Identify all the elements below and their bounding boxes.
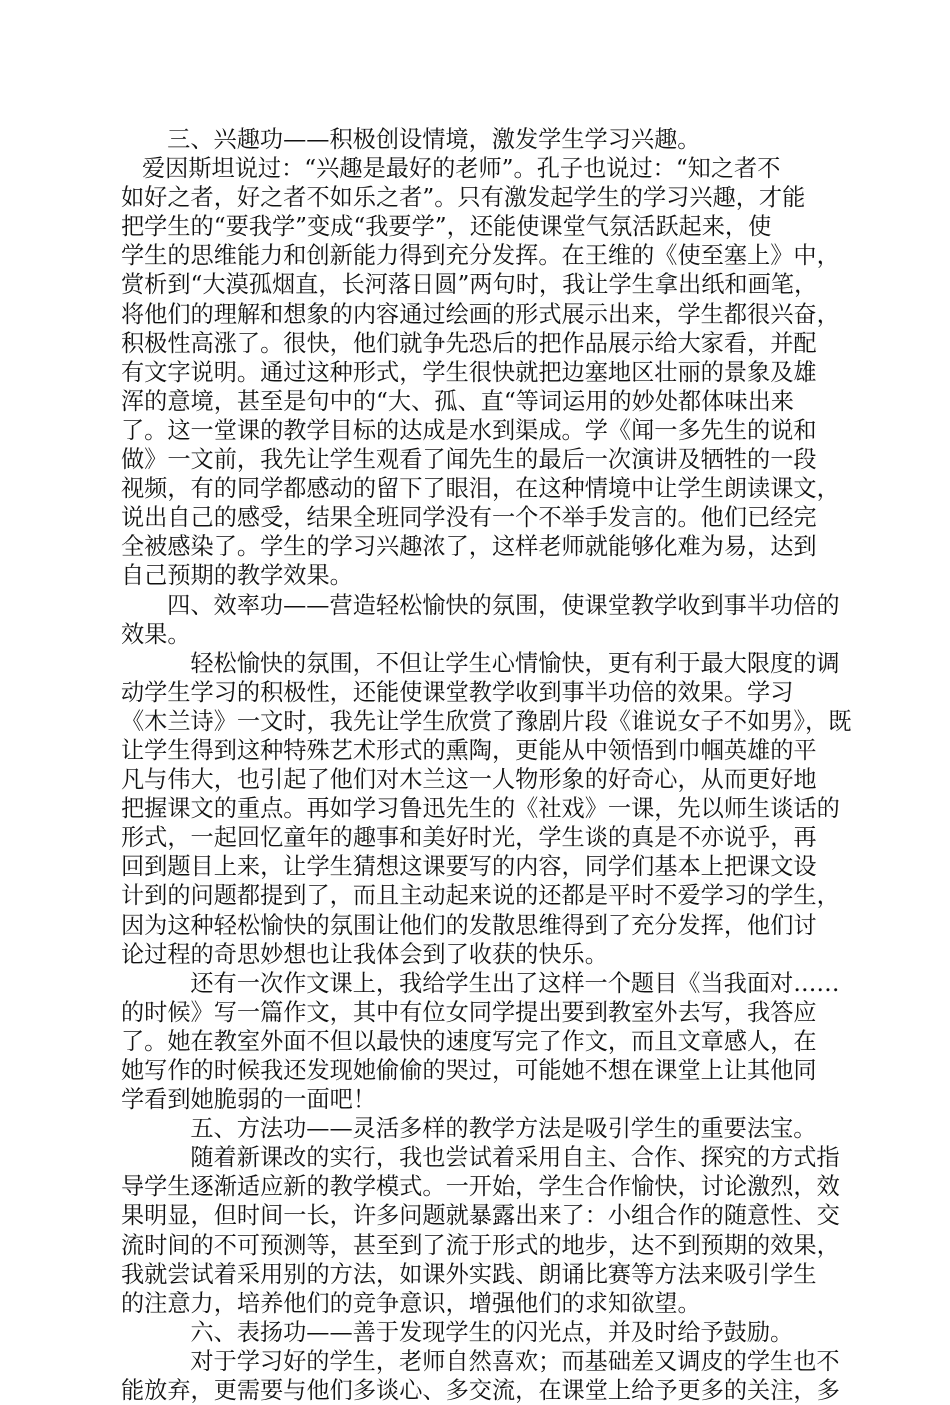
section-heading-efficiency: 四、效率功——营造轻松愉快的氛围，使课堂教学收到事半功倍的 — [144, 591, 840, 619]
paragraph-line: 爱因斯坦说过：“兴趣是最好的老师”。孔子也说过：“知之者不 — [142, 155, 781, 183]
section-heading-praise: 六、表扬功——善于发现学生的闪光点，并及时给予鼓励。 — [144, 1318, 794, 1346]
paragraph-line: 论过程的奇思妙想也让我体会到了收获的快乐。 — [121, 940, 608, 968]
paragraph-line: 凡与伟大，也引起了他们对木兰这一人物形象的好奇心，从而更好地 — [121, 766, 817, 794]
paragraph-line: 了。这一堂课的教学目标的达成是水到渠成。学《闻一多先生的说和 — [121, 416, 817, 444]
paragraph-line: 对于学习好的学生，老师自然喜欢；而基础差又调皮的学生也不 — [144, 1347, 840, 1375]
paragraph-line: 学看到她脆弱的一面吧！ — [121, 1086, 377, 1114]
paragraph-line: 随着新课改的实行，我也尝试着采用自主、合作、探究的方式指 — [144, 1144, 840, 1172]
paragraph-line: 浑的意境，甚至是句中的“大、孤、直“等词运用的妙处都体味出来 — [121, 387, 794, 415]
paragraph-line: 让学生得到这种特殊艺术形式的熏陶，更能从中领悟到巾帼英雄的平 — [121, 736, 817, 764]
paragraph-line: 说出自己的感受，结果全班同学没有一个不举手发言的。他们已经完 — [121, 504, 817, 532]
paragraph-line: 自己预期的教学效果。 — [121, 562, 353, 590]
paragraph-line: 效果。 — [121, 620, 191, 648]
paragraph-line: 学生的思维能力和创新能力得到充分发挥。在王维的《使至塞上》中， — [121, 242, 840, 270]
paragraph-line: 计到的问题都提到了，而且主动起来说的还都是平时不爱学习的学生， — [121, 882, 840, 910]
paragraph-line: 《木兰诗》一文时，我先让学生欣赏了豫剧片段《谁说女子不如男》，既 — [121, 707, 852, 735]
paragraph-line: 的时候》写一篇作文，其中有位女同学提出要到教室外去写，我答应 — [121, 998, 817, 1026]
paragraph-line: 的注意力，培养他们的竞争意识，增强他们的求知欲望。 — [121, 1289, 701, 1317]
paragraph-line: 果明显，但时间一长，许多问题就暴露出来了：小组合作的随意性、交 — [121, 1202, 840, 1230]
paragraph-line: 视频，有的同学都感动的留下了眼泪，在这种情境中让学生朗读课文， — [121, 475, 840, 503]
paragraph-line: 回到题目上来，让学生猜想这课要写的内容，同学们基本上把课文设 — [121, 853, 817, 881]
section-heading-interest: 三、兴趣功——积极创设情境，激发学生学习兴趣。 — [144, 126, 701, 153]
paragraph-line: 导学生逐渐适应新的教学模式。一开始，学生合作愉快，讨论激烈，效 — [121, 1173, 840, 1201]
paragraph-line: 形式，一起回忆童年的趣事和美好时光，学生谈的真是不亦说乎，再 — [121, 824, 817, 852]
section-heading-method: 五、方法功——灵活多样的教学方法是吸引学生的重要法宝。 — [144, 1115, 817, 1143]
paragraph-line: 把握课文的重点。再如学习鲁迅先生的《社戏》一课，先以师生谈话的 — [121, 795, 840, 823]
paragraph-line: 还有一次作文课上，我给学生出了这样一个题目《当我面对…… — [144, 969, 840, 997]
paragraph-line: 有文字说明。通过这种形式，学生很快就把边塞地区壮丽的景象及雄 — [121, 358, 817, 386]
paragraph-line: 积极性高涨了。很快，他们就争先恐后的把作品展示给大家看，并配 — [121, 329, 817, 357]
paragraph-line: 如好之者，好之者不如乐之者”。只有激发起学生的学习兴趣，才能 — [121, 184, 806, 212]
paragraph-line: 赏析到“大漠孤烟直，长河落日圆”两句时，我让学生拿出纸和画笔， — [121, 271, 818, 299]
paragraph-line: 动学生学习的积极性，还能使课堂教学收到事半功倍的效果。学习 — [121, 678, 794, 706]
article-body — [121, 125, 852, 1405]
paragraph-line: 我就尝试着采用别的方法，如课外实践、朗诵比赛等方法来吸引学生 — [121, 1260, 817, 1288]
paragraph-line: 流时间的不可预测等，甚至到了流于形式的地步，达不到预期的效果， — [121, 1231, 840, 1259]
paragraph-line: 做》一文前，我先让学生观看了闻先生的最后一次演讲及牺牲的一段 — [121, 446, 817, 474]
paragraph-line: 她写作的时候我还发现她偷偷的哭过，可能她不想在课堂上让其他同 — [121, 1057, 817, 1084]
paragraph-line: 将他们的理解和想象的内容通过绘画的形式展示出来，学生都很兴奋， — [121, 300, 840, 328]
paragraph-line: 因为这种轻松愉快的氛围让他们的发散思维得到了充分发挥，他们讨 — [121, 911, 817, 939]
paragraph-line: 轻松愉快的氛围，不但让学生心情愉快，更有利于最大限度的调 — [144, 649, 840, 677]
paragraph-line: 能放弃，更需要与他们多谈心、多交流，在课堂上给予更多的关注，多 — [121, 1377, 840, 1405]
paragraph-line: 全被感染了。学生的学习兴趣浓了，这样老师就能够化难为易，达到 — [121, 533, 817, 561]
paragraph-line: 了。她在教室外面不但以最快的速度写完了作文，而且文章感人，在 — [121, 1027, 817, 1055]
paragraph-line: 把学生的“要我学”变成“我要学”，还能使课堂气氛活跃起来，使 — [121, 213, 772, 241]
